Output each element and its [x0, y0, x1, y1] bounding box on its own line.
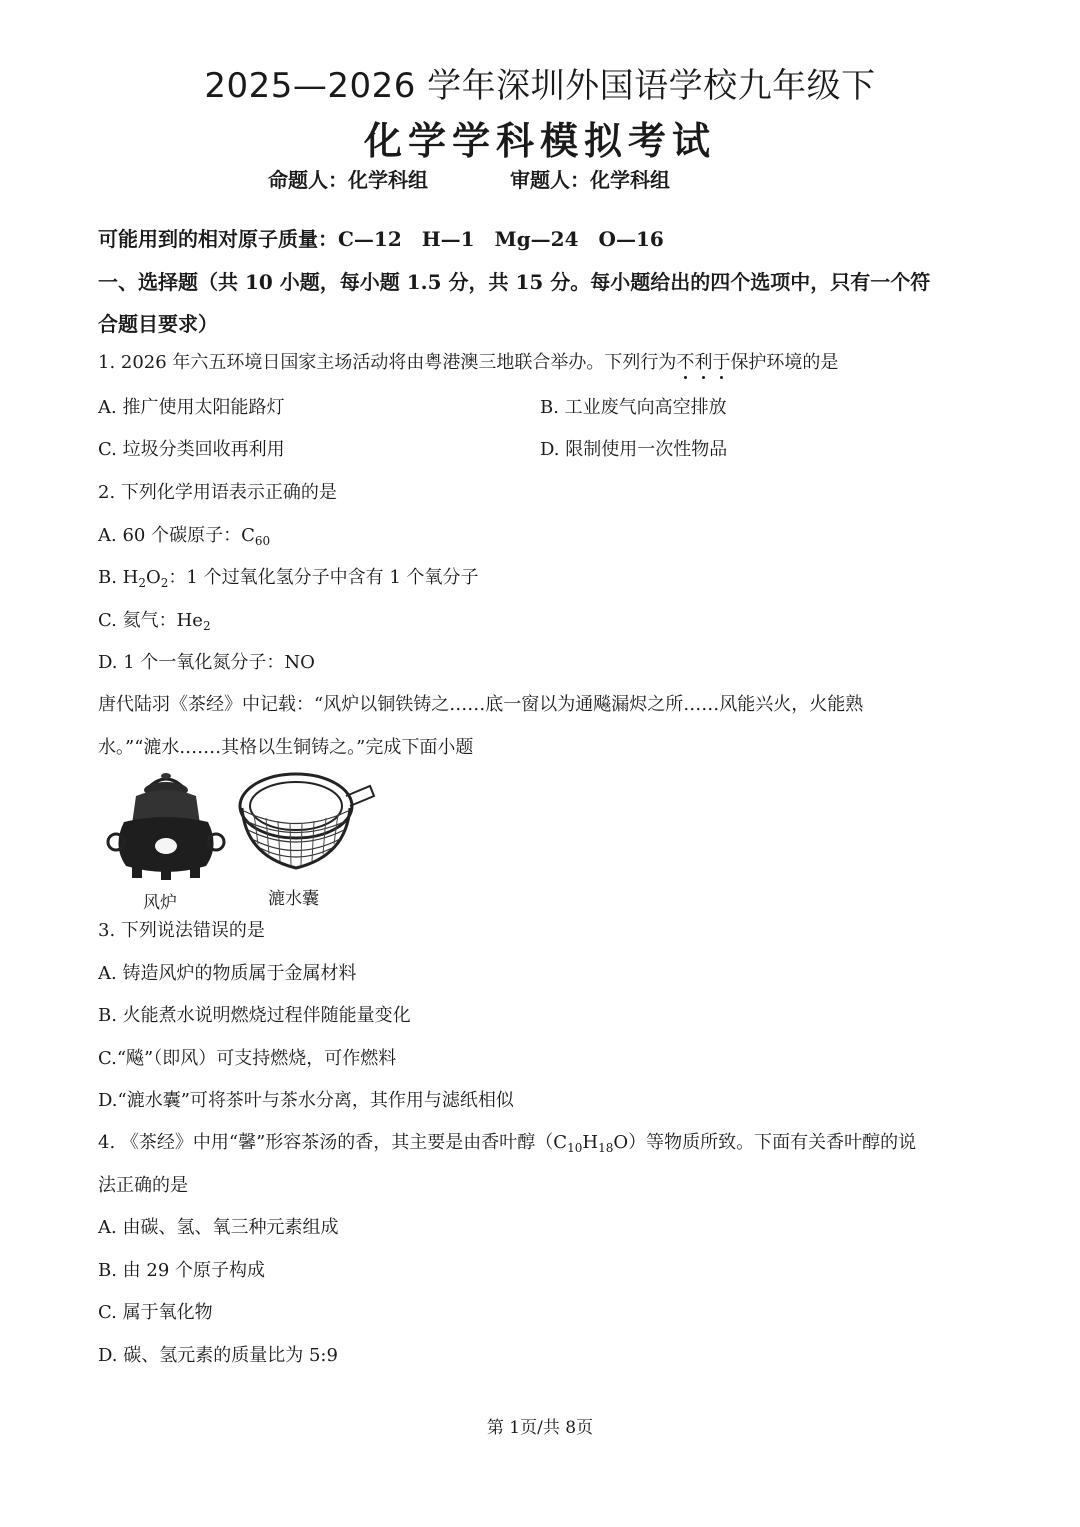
q1-emphasis-char: 不	[676, 348, 694, 374]
section1-heading-line2: 合题目要求）	[98, 312, 218, 336]
wind-stove-image	[102, 766, 230, 884]
q4-option-b: B. 由 29 个原子构成	[98, 1260, 266, 1281]
wind-stove-caption: 风炉	[143, 893, 177, 913]
q1-stem: 1. 2026 年六五环境日国家主场活动将由粤港澳三地联合举办。下列行为不利于保护环境的是	[98, 348, 838, 374]
q3-option-c: C.“飚”（即风）可支持燃烧，可作燃料	[98, 1048, 397, 1069]
q4-option-a: A. 由碳、氢、氧三种元素组成	[98, 1217, 339, 1238]
q1-emphasis-char: 于	[712, 348, 730, 374]
section1-heading-line1: 一、选择题（共 10 小题，每小题 1.5 分，共 15 分。每小题给出的四个选项中，只有一个符	[98, 270, 931, 294]
q3-option-d: D.“漉水囊”可将茶叶与茶水分离，其作用与滤纸相似	[98, 1090, 514, 1111]
exam-title-line2: 化学学科模拟考试	[363, 119, 716, 163]
q1-option-a: A. 推广使用太阳能路灯	[98, 397, 285, 418]
reviewer-label: 审题人：化学科组	[510, 168, 670, 192]
q4-option-c: C. 属于氧化物	[98, 1302, 213, 1323]
author-label: 命题人：化学科组	[268, 168, 428, 192]
exam-title-line1: 2025—2026 学年深圳外国语学校九年级下	[204, 66, 876, 106]
q1-option-d: D. 限制使用一次性物品	[540, 439, 728, 460]
q2-option-c: C. 氦气：$He_2$	[98, 610, 211, 633]
q3-option-a: A. 铸造风炉的物质属于金属材料	[98, 963, 357, 984]
passage-line2: 水。”“漉水.……其格以生铜铸之。”完成下面小题	[98, 737, 474, 758]
q2-option-b: B. $H_2O_2$：1 个过氧化氢分子中含有 1 个氧分子	[98, 567, 479, 590]
q1-option-b: B. 工业废气向高空排放	[540, 397, 727, 418]
q2-option-d: D. 1 个一氧化氮分子：NO	[98, 652, 315, 673]
q3-stem: 3. 下列说法错误的是	[98, 920, 265, 941]
q4-option-d: D. 碳、氢元素的质量比为 5:9	[98, 1345, 338, 1366]
q3-option-b: B. 火能煮水说明燃烧过程伴随能量变化	[98, 1005, 411, 1026]
q4-stem-line2: 法正确的是	[98, 1175, 188, 1196]
atomic-masses: 可能用到的相对原子质量：C—12 H—1 Mg—24 O—16	[98, 227, 664, 251]
passage-line1: 唐代陆羽《茶经》中记载：“风炉以铜铁铸之……底一窗以为通飚漏烬之所……风能兴火，火能熟	[98, 694, 864, 715]
q2-option-a: A. 60 个碳原子：$C_{60}$	[98, 525, 271, 548]
page-number: 第 1页/共 8页	[486, 1418, 594, 1438]
q1-option-c: C. 垃圾分类回收再利用	[98, 439, 285, 460]
q1-emphasis-char: 利	[694, 348, 712, 374]
q2-stem: 2. 下列化学用语表示正确的是	[98, 482, 337, 503]
water-strainer-image	[236, 766, 378, 878]
q4-stem-line1: 4. 《茶经》中用“馨”形容茶汤的香，其主要是由香叶醇$(C_{10}H_{18}O)$等物质所致。下面有关香叶醇的说	[98, 1132, 917, 1155]
water-strainer-caption: 漉水囊	[268, 889, 319, 909]
